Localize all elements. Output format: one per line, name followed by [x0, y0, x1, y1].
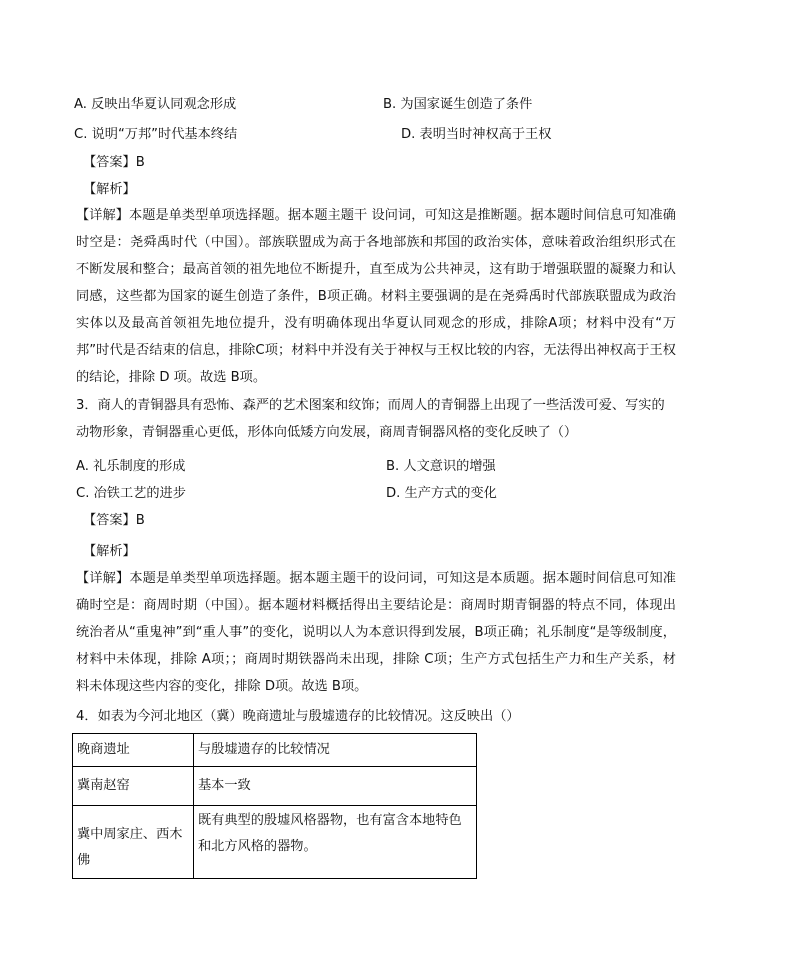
q2-answer: 【答案】B: [83, 155, 145, 170]
q2-option-d: D. 表明当时神权高于王权: [401, 127, 552, 142]
table-row: [73, 806, 477, 879]
q3-answer: 【答案】B: [83, 513, 145, 528]
table-cell: 既有典型的殷墟风格器物，也有富含本地特色和北方风格的器物。: [194, 806, 477, 879]
q3-option-b: B. 人文意识的增强: [386, 459, 496, 474]
table-cell: 冀南赵窑: [73, 767, 194, 806]
q4-stem: 4．如表为今河北地区（冀）晚商遗址与殷墟遗存的比较情况。这反映出（）: [76, 709, 520, 724]
q3-option-c: C. 冶铁工艺的进步: [76, 486, 186, 501]
q3-stem: 3．商人的青铜器具有恐怖、森严的艺术图案和纹饰；而周人的青铜器上出现了一些活泼可爱、写实的动物形象，青铜器重心更低，形体向低矮方向发展，商周青铜器风格的变化反映了（）: [76, 398, 665, 440]
q2-analysis-label: 【解析】: [83, 182, 136, 197]
q2-option-b: B. 为国家诞生创造了条件: [383, 97, 533, 112]
q4-comparison-table: [72, 733, 477, 879]
table-cell: 冀中周家庄、西木佛: [73, 806, 194, 879]
q3-option-a: A. 礼乐制度的形成: [76, 459, 186, 474]
table-header-cell: 晚商遗址: [73, 734, 194, 767]
q2-detail-paragraph: 【详解】本题是单类型单项选择题。据本题主题干 设问词，可知这是推断题。据本题时间信息可知准确时空是：尧舜禹时代（中国）。部族联盟成为高于各地部族和邦国的政治实体，意味着政治组织形式在不断发展和整合；最高首领的祖先地位不断提升，直至成为公共神灵，这有助于增强联盟的凝聚力和认同感，这些都为国家的诞生创造了条件，B项正确。材料主要强调的是在尧舜禹时代部族联盟成为政治实体以及最高首领祖先地位提升，没有明确体现出华夏认同观念的形成，排除A项；材料中没有“万邦”时代是否结束的信息，排除C项；材料中并没有关于神权与王权比较的内容，无法得出神权高于王权的结论，排除 D 项。故选 B项。: [76, 208, 676, 385]
table-cell: 基本一致: [194, 767, 477, 806]
q2-option-c: C. 说明“万邦”时代基本终结: [74, 127, 238, 142]
q3-option-d: D. 生产方式的变化: [386, 486, 497, 501]
q2-option-a: A. 反映出华夏认同观念形成: [74, 97, 237, 112]
table-row: [73, 767, 477, 806]
table-header-cell: 与殷墟遗存的比较情况: [194, 734, 477, 767]
q3-analysis-label: 【解析】: [83, 544, 136, 559]
q3-detail-paragraph: 【详解】本题是单类型单项选择题。据本题主题干的设问词，可知这是本质题。据本题时间信息可知准确时空是：商周时期（中国）。据本题材料概括得出主要结论是：商周时期青铜器的特点不同，体现出统治者从“重鬼神”到“重人事”的变化，说明以人为本意识得到发展，B项正确；礼乐制度“是等级制度，材料中未体现，排除 A项；；商周时期铁器尚未出现，排除 C项；生产方式包括生产力和生产关系，材料未体现这些内容的变化，排除 D项。故选 B项。: [76, 571, 676, 694]
table-header-row: [73, 734, 477, 767]
